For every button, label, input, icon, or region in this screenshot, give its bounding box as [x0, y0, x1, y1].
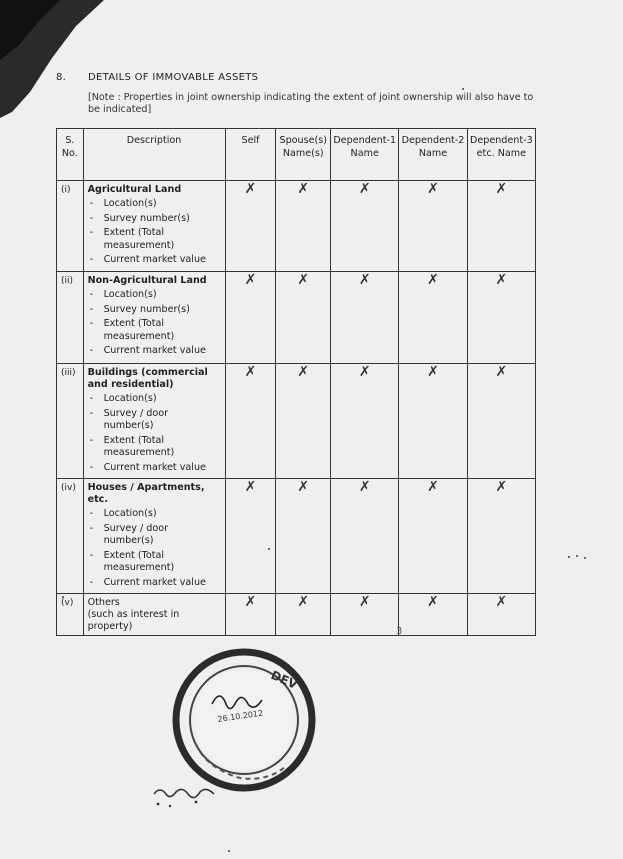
cross-mark: ✗: [225, 181, 276, 272]
category-title: Buildings (commercial and residential): [87, 367, 208, 390]
cross-mark: ✗: [225, 272, 276, 364]
category-subtitle: (such as interest in property): [87, 609, 180, 632]
cross-mark: ✗: [225, 594, 276, 636]
header-sno: S. No.: [57, 129, 84, 181]
row-description: [83, 364, 225, 479]
speck: [462, 88, 464, 90]
cross-mark: ✗: [399, 594, 467, 636]
row-description: [83, 181, 225, 272]
list-item: - Survey / door number(s): [88, 523, 221, 548]
header-dependent-2: Dependent-2 Name: [399, 129, 467, 181]
cross-mark: ✗: [467, 479, 535, 594]
row-description: [83, 479, 225, 594]
list-item: - Extent (Total measurement): [88, 318, 221, 343]
page-number: 3: [396, 626, 403, 637]
section-note: [Note : Properties in joint ownership indicating the extent of joint ownership will also have to be indicated]: [88, 92, 534, 115]
list-item: - Location(s): [88, 393, 221, 406]
row-description: [83, 272, 225, 364]
cross-mark: ✗: [399, 272, 467, 364]
speck: [584, 557, 586, 559]
list-item: - Current market value: [88, 345, 221, 358]
cross-mark: ✗: [276, 479, 331, 594]
cross-mark: ✗: [399, 364, 467, 479]
list-item: - Location(s): [88, 508, 221, 521]
list-item: - Extent (Total measurement): [88, 550, 221, 575]
section-number: 8.: [56, 72, 67, 83]
category-title: Houses / Apartments, etc.: [87, 482, 205, 505]
section-heading: [56, 72, 258, 83]
speck: [568, 556, 570, 558]
list-item: - Location(s): [88, 198, 221, 211]
list-item: - Survey number(s): [88, 304, 221, 317]
header-dependent-3: Dependent-3 etc. Name: [467, 129, 535, 181]
list-item: - Location(s): [88, 289, 221, 302]
cross-mark: ✗: [467, 272, 535, 364]
table-row: [57, 364, 536, 479]
cross-mark: ✗: [331, 364, 399, 479]
list-item: - Survey number(s): [88, 213, 221, 226]
cross-mark: ✗: [276, 364, 331, 479]
speck: [576, 555, 578, 557]
cross-mark: ✗: [467, 181, 535, 272]
seal-signature: 26.10.2012: [217, 708, 264, 724]
row-sno: (iv): [57, 479, 84, 594]
list-item: - Extent (Total measurement): [88, 227, 221, 252]
table-row: [57, 479, 536, 594]
table-row: [57, 272, 536, 364]
speck: [228, 850, 230, 852]
header-spouse: Spouse(s) Name(s): [276, 129, 331, 181]
list-item: - Current market value: [88, 254, 221, 267]
list-item: - Extent (Total measurement): [88, 435, 221, 460]
cross-mark: ✗: [276, 272, 331, 364]
speck: [268, 548, 270, 550]
header-description: Description: [83, 129, 225, 181]
cross-mark: ✗: [225, 479, 276, 594]
cross-mark: ✗: [399, 181, 467, 272]
cross-mark: ✗: [331, 181, 399, 272]
row-sno: (v): [57, 594, 84, 636]
category-title: Others: [87, 597, 120, 608]
cross-mark: ✗: [331, 272, 399, 364]
list-item: - Current market value: [88, 462, 221, 475]
cross-mark: ✗: [331, 479, 399, 594]
row-description: [83, 594, 225, 636]
cross-mark: ✗: [225, 364, 276, 479]
section-title: DETAILS OF IMMOVABLE ASSETS: [88, 72, 259, 83]
row-sno: (iii): [57, 364, 84, 479]
immovable-assets-table: [56, 128, 536, 636]
category-title: Agricultural Land: [87, 184, 182, 195]
table-row: [57, 594, 536, 636]
cross-mark: ✗: [399, 479, 467, 594]
official-seal-stamp: [172, 648, 316, 792]
cross-mark: ✗: [331, 594, 399, 636]
cross-mark: ✗: [276, 181, 331, 272]
cross-mark: ✗: [467, 594, 535, 636]
header-dependent-1: Dependent-1 Name: [331, 129, 399, 181]
header-self: Self: [225, 129, 276, 181]
cross-mark: ✗: [467, 364, 535, 479]
category-title: Non-Agricultural Land: [87, 275, 207, 286]
cross-mark: ✗: [276, 594, 331, 636]
table-row: [57, 181, 536, 272]
row-sno: (i): [57, 181, 84, 272]
speck: [62, 596, 64, 598]
list-item: - Survey / door number(s): [88, 408, 221, 433]
seal-text: DEV: [268, 667, 300, 692]
list-item: - Current market value: [88, 577, 221, 590]
row-sno: (ii): [57, 272, 84, 364]
table-header-row: [57, 129, 536, 181]
ink-scribble: [150, 780, 220, 810]
